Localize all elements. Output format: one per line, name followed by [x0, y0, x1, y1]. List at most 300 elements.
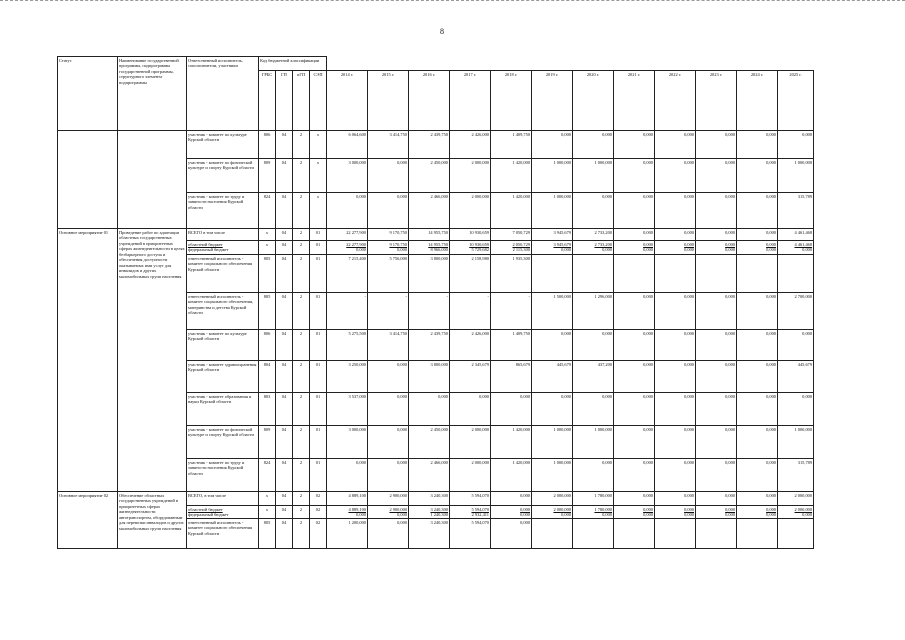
value-cell: [655, 159, 696, 193]
value-text-secondary: 2 115,300: [512, 247, 530, 252]
value-text: 7 050,729: [512, 229, 530, 235]
value-cell: [614, 459, 655, 492]
value-text: 2 439,750: [430, 330, 448, 336]
value-cell: [450, 393, 491, 426]
name-cell: Проведение работ по адаптации областных государственных учреждений в приоритетных сферах жизнедеятельности в целях безбарьерного доступа и обеспечения доступности оказываемых ими услуг для инвалидов и других маломобильных групп населения: [118, 229, 187, 492]
value-text: 0,000: [561, 330, 571, 336]
code-cell: 04: [276, 255, 293, 293]
value-text: 0,000: [684, 241, 694, 247]
value-text: 0,000: [684, 193, 694, 199]
header-name: Наименование государственной программы, подпрограммы государственной программы, структурного элемента подпрограммы: [118, 57, 187, 131]
value-text-secondary: 0,000: [520, 512, 530, 517]
value-text: 2 000,000: [553, 506, 571, 512]
value-cell: [696, 459, 737, 492]
value-cell: [737, 492, 778, 506]
code-cell: 2: [293, 330, 310, 361]
header-year-6: 2020 г.: [573, 71, 614, 131]
value-text: 3 000,000: [348, 426, 366, 432]
code-cell: 2: [293, 492, 310, 506]
value-text: 0,000: [520, 393, 530, 399]
value-text: 0,000: [684, 229, 694, 235]
value-text: 0,000: [725, 459, 735, 465]
value-cell: [696, 492, 737, 506]
value-text: 0,000: [802, 131, 813, 137]
value-cell: [491, 241, 532, 255]
value-text: 1 780,000: [594, 492, 612, 498]
value-text: 0,000: [397, 393, 407, 399]
code-cell: 803: [259, 393, 276, 426]
value-cell: [327, 293, 368, 330]
value-cell: [327, 426, 368, 459]
value-cell: [573, 255, 614, 293]
value-cell: [409, 426, 450, 459]
code-cell: 04: [276, 193, 293, 229]
value-text: 0,000: [643, 459, 653, 465]
value-cell: [655, 193, 696, 229]
value-cell: [491, 131, 532, 159]
value-cell: [327, 459, 368, 492]
code-cell: 01: [310, 241, 327, 255]
code-cell: 01: [310, 426, 327, 459]
executor-text: ответственный исполнитель - комитет социального обеспечения Курской области: [188, 519, 253, 536]
value-cell: [573, 193, 614, 229]
value-cell: [737, 293, 778, 330]
value-text: 0,000: [561, 393, 571, 399]
value-cell: [409, 506, 450, 519]
value-text: 2 466,000: [430, 459, 448, 465]
executor-cell: [187, 426, 259, 459]
value-cell: [573, 506, 614, 519]
value-cell: [614, 492, 655, 506]
value-text-secondary: 0,000: [684, 512, 694, 517]
value-text: 0,000: [520, 519, 530, 525]
value-text: 3 537,000: [348, 393, 366, 399]
executor-cell: [187, 459, 259, 492]
value-text: 0,000: [766, 159, 776, 165]
value-text: 0,000: [643, 159, 653, 165]
value-cell: [409, 131, 450, 159]
value-text-secondary: 0,000: [356, 247, 366, 252]
value-cell: [368, 492, 409, 506]
value-cell: [737, 193, 778, 229]
value-cell: [614, 255, 655, 293]
value-text: 0,000: [725, 361, 735, 367]
header-year-4: 2018 г.: [491, 71, 532, 131]
code-cell: 824: [259, 193, 276, 229]
header-code-3: СЭП: [310, 71, 327, 131]
value-cell: [778, 293, 814, 330]
value-text: 0,000: [643, 293, 653, 299]
value-cell: [532, 426, 573, 459]
value-text: [615, 256, 653, 261]
name-cell: Обеспечение областных государственных учреждений в приоритетных сферах жизнедеятельности автотранспортом, оборудованным для перевозки инвалидов и других маломобильных групп населения: [118, 492, 187, 549]
value-cell: [491, 255, 532, 293]
value-cell: [655, 426, 696, 459]
executor-cell: [187, 519, 259, 549]
value-cell: [655, 361, 696, 393]
value-cell: [696, 255, 737, 293]
value-cell: [532, 293, 573, 330]
value-cell: [737, 159, 778, 193]
value-text: 0,000: [684, 293, 694, 299]
value-text: 0,000: [356, 459, 366, 465]
code-cell: 04: [276, 330, 293, 361]
executor-cell: [187, 330, 259, 361]
value-cell: [614, 159, 655, 193]
value-cell: [327, 361, 368, 393]
value-text: 2 466,000: [430, 193, 448, 199]
code-cell: х: [259, 506, 276, 519]
value-cell: [614, 426, 655, 459]
value-cell: [696, 159, 737, 193]
value-text: [779, 256, 812, 261]
header-row-1: [58, 57, 814, 71]
code-cell: 805: [259, 293, 276, 330]
value-cell: [532, 330, 573, 361]
value-cell: [450, 131, 491, 159]
value-cell: [655, 393, 696, 426]
header-status: Статус: [58, 57, 118, 131]
value-cell: [655, 293, 696, 330]
executor-text: участник - комитет по культуре Курской области: [188, 330, 247, 341]
status-cell: Основное мероприятие 02: [58, 492, 118, 549]
value-text: 2 000,000: [471, 159, 489, 165]
code-cell: 04: [276, 241, 293, 255]
value-text: 2 345,679: [471, 361, 489, 367]
value-text: 0,000: [397, 519, 407, 525]
value-text: 2 000,000: [471, 426, 489, 432]
value-cell: [737, 330, 778, 361]
value-text: [738, 520, 776, 525]
value-text: 0,000: [643, 131, 653, 137]
value-text: 1 420,000: [512, 459, 530, 465]
value-text: 10 930,659: [469, 241, 489, 247]
value-cell: [368, 361, 409, 393]
value-text: 5 594,070: [471, 492, 489, 498]
code-cell: 04: [276, 293, 293, 330]
value-text-secondary: 2 932,411: [471, 512, 489, 517]
value-text: 0,000: [725, 159, 735, 165]
value-text: 0,000: [643, 506, 653, 512]
code-cell: 2: [293, 459, 310, 492]
value-cell: [368, 229, 409, 241]
value-cell: [327, 229, 368, 241]
header-classification: Код бюджетной классификации: [259, 57, 327, 71]
executor-text-secondary: федеральный бюджет: [188, 247, 229, 252]
value-text-secondary: 0,000: [561, 512, 571, 517]
value-text: [656, 256, 694, 261]
value-text: 2 426,000: [471, 131, 489, 137]
value-text: 0,000: [602, 330, 612, 336]
value-text: 0,000: [725, 131, 735, 137]
code-cell: 04: [276, 393, 293, 426]
value-text: 0,000: [725, 506, 735, 512]
value-text: 1 200,000: [348, 519, 366, 525]
value-text: 0,000: [643, 393, 653, 399]
value-text: 5 275,500: [348, 330, 366, 336]
code-cell: 2: [293, 393, 310, 426]
code-cell: 2: [293, 506, 310, 519]
executor-cell: [187, 229, 259, 241]
value-cell: [737, 426, 778, 459]
header-code-2: пГП: [293, 71, 310, 131]
value-cell: [696, 293, 737, 330]
value-cell: [737, 519, 778, 549]
value-cell: [573, 393, 614, 426]
value-cell: [655, 241, 696, 255]
value-text: 1 780,000: [594, 506, 612, 512]
code-cell: 824: [259, 459, 276, 492]
code-cell: 04: [276, 159, 293, 193]
header-year-9: 2023 г.: [696, 71, 737, 131]
value-text: 0,000: [766, 426, 776, 432]
value-cell: [655, 330, 696, 361]
value-text-secondary: 0,000: [356, 512, 366, 517]
value-text: 4 889,100: [348, 492, 366, 498]
value-text: 1 000,000: [553, 159, 571, 165]
code-cell: 2: [293, 159, 310, 193]
value-cell: [450, 293, 491, 330]
code-cell: 805: [259, 255, 276, 293]
value-cell: [532, 241, 573, 255]
value-cell: [368, 519, 409, 549]
executor-text: участник - комитет по физической культуре и спорту Курской области: [188, 426, 254, 437]
value-cell: [737, 229, 778, 241]
value-text: 1 000,000: [594, 426, 612, 432]
value-text: [574, 520, 612, 525]
value-cell: [573, 229, 614, 241]
code-cell: х: [259, 241, 276, 255]
value-cell: [409, 361, 450, 393]
value-cell: [696, 330, 737, 361]
value-text: 1 000,000: [794, 159, 813, 165]
value-cell: [368, 330, 409, 361]
value-cell: [778, 426, 814, 459]
value-text-secondary: 0,000: [602, 512, 612, 517]
value-text: 0,000: [520, 492, 530, 498]
executor-text: областной бюджет: [188, 506, 223, 512]
value-text: 3 240,300: [430, 519, 448, 525]
value-text: 0,000: [643, 241, 653, 247]
value-cell: [778, 506, 814, 519]
value-text: 0,000: [397, 459, 407, 465]
value-text: 2 000,000: [794, 492, 813, 498]
value-text: 3 800,000: [430, 361, 448, 367]
code-cell: 01: [310, 293, 327, 330]
value-cell: [737, 255, 778, 293]
executor-text: ответственный исполнитель - комитет социального обеспечения Курской области: [188, 255, 253, 272]
value-text: 445,679: [556, 361, 571, 367]
value-cell: [450, 159, 491, 193]
value-text: 7 215,400: [348, 255, 366, 261]
status-cell: [58, 131, 118, 229]
executor-text: областной бюджет: [188, 241, 223, 247]
value-text: 0,000: [397, 193, 407, 199]
code-cell: 806: [259, 131, 276, 159]
value-text: 0,000: [725, 393, 735, 399]
program-table: [57, 56, 814, 549]
value-text-secondary: 0,000: [802, 512, 813, 517]
value-cell: [573, 131, 614, 159]
value-text: 2 900,000: [389, 492, 407, 498]
value-text: 0,000: [438, 393, 448, 399]
value-text: 0,000: [766, 393, 776, 399]
executor-text-secondary: федеральный бюджет: [188, 512, 229, 517]
value-cell: [614, 506, 655, 519]
value-cell: [450, 492, 491, 506]
value-cell: [409, 293, 450, 330]
value-text: 0,000: [684, 330, 694, 336]
code-cell: 2: [293, 229, 310, 241]
value-text: 2 733,200: [594, 229, 612, 235]
value-text: 2 000,000: [553, 492, 571, 498]
value-cell: [737, 361, 778, 393]
value-cell: [614, 131, 655, 159]
executor-text: участник - комитет по культуре Курской области: [188, 131, 247, 142]
value-text: 1 000,000: [594, 159, 612, 165]
value-text: 1 409,750: [512, 330, 530, 336]
value-text: 0,000: [766, 131, 776, 137]
value-text: 5 594,070: [471, 519, 489, 525]
value-cell: [655, 492, 696, 506]
value-cell: [737, 131, 778, 159]
code-cell: 04: [276, 229, 293, 241]
value-cell: [368, 459, 409, 492]
value-text: 5 594,070: [471, 506, 489, 512]
value-text: 315,789: [797, 193, 813, 199]
value-cell: [573, 241, 614, 255]
value-cell: [327, 519, 368, 549]
value-text: 3 945,679: [553, 229, 571, 235]
value-text: 0,000: [766, 293, 776, 299]
value-text: [738, 256, 776, 261]
value-cell: [327, 330, 368, 361]
value-cell: [491, 506, 532, 519]
value-cell: [696, 131, 737, 159]
value-cell: [491, 426, 532, 459]
header-year-3: 2017 г.: [450, 71, 491, 131]
value-cell: [368, 293, 409, 330]
value-text: 22 277,900: [346, 241, 366, 247]
value-text: 0,000: [520, 506, 530, 512]
value-cell: [327, 131, 368, 159]
value-cell: [327, 193, 368, 229]
value-text: 3 945,679: [553, 241, 571, 247]
value-text: 2 000,000: [471, 459, 489, 465]
value-cell: [450, 330, 491, 361]
value-cell: [409, 330, 450, 361]
value-cell: [409, 459, 450, 492]
value-cell: [327, 393, 368, 426]
value-cell: [696, 393, 737, 426]
value-text-secondary: 0,000: [684, 247, 694, 252]
code-cell: х: [259, 492, 276, 506]
value-cell: [737, 241, 778, 255]
value-text: 0,000: [397, 426, 407, 432]
value-text: 5 756,000: [389, 255, 407, 261]
value-cell: [655, 255, 696, 293]
value-text-secondary: 0,000: [643, 512, 653, 517]
value-cell: [532, 159, 573, 193]
header-blank: [327, 57, 814, 71]
value-text: 2 439,750: [430, 131, 448, 137]
value-cell: [532, 393, 573, 426]
value-cell: [778, 330, 814, 361]
value-text: [779, 520, 812, 525]
executor-cell: [187, 241, 259, 255]
executor-text: участник - комитет образования и науки Курской области: [188, 393, 252, 404]
code-cell: х: [259, 229, 276, 241]
value-cell: [491, 393, 532, 426]
value-cell: [327, 255, 368, 293]
executor-text: участник - комитет по труду и занятости населения Курской области: [188, 459, 245, 476]
value-cell: [655, 459, 696, 492]
value-cell: [450, 506, 491, 519]
value-text: [697, 520, 735, 525]
code-cell: 04: [276, 426, 293, 459]
value-text: 0,000: [602, 131, 612, 137]
value-cell: [368, 426, 409, 459]
value-text: 0,000: [766, 459, 776, 465]
value-cell: [491, 159, 532, 193]
table-row: [58, 492, 814, 506]
value-cell: [409, 492, 450, 506]
value-cell: [450, 459, 491, 492]
value-cell: [409, 229, 450, 241]
value-cell: [696, 426, 737, 459]
value-text: -: [364, 293, 366, 299]
value-cell: [778, 193, 814, 229]
code-cell: 2: [293, 241, 310, 255]
executor-cell: [187, 193, 259, 229]
value-text: 6 064,600: [348, 131, 366, 137]
value-cell: [778, 492, 814, 506]
name-cell: [118, 131, 187, 229]
value-text: 0,000: [802, 393, 813, 399]
page-number: 8: [440, 27, 444, 36]
value-cell: [573, 330, 614, 361]
value-text: 0,000: [479, 393, 489, 399]
value-text: 0,000: [725, 492, 735, 498]
value-cell: [778, 361, 814, 393]
value-text: [533, 520, 571, 525]
value-text: 0,000: [684, 159, 694, 165]
value-cell: [491, 459, 532, 492]
value-cell: [696, 519, 737, 549]
value-cell: [491, 193, 532, 229]
executor-cell: [187, 393, 259, 426]
code-cell: 2: [293, 426, 310, 459]
value-cell: [614, 361, 655, 393]
header-year-11: 2025 г.: [778, 71, 814, 131]
value-cell: [491, 229, 532, 241]
code-cell: 01: [310, 229, 327, 241]
value-text-secondary: 0,000: [802, 247, 813, 252]
value-text: 1 000,000: [553, 459, 571, 465]
value-text: 0,000: [766, 193, 776, 199]
value-cell: [409, 193, 450, 229]
value-text-secondary: 1 240,300: [430, 512, 448, 517]
value-cell: [737, 459, 778, 492]
header-code-1: ГП: [276, 71, 293, 131]
value-text: 3 414,750: [389, 131, 407, 137]
value-cell: [614, 519, 655, 549]
value-text: 0,000: [397, 361, 407, 367]
value-text: 1 409,750: [512, 131, 530, 137]
executor-text: участник - комитет здравоохранения Курской области: [188, 361, 257, 372]
value-cell: [696, 193, 737, 229]
value-cell: [450, 361, 491, 393]
